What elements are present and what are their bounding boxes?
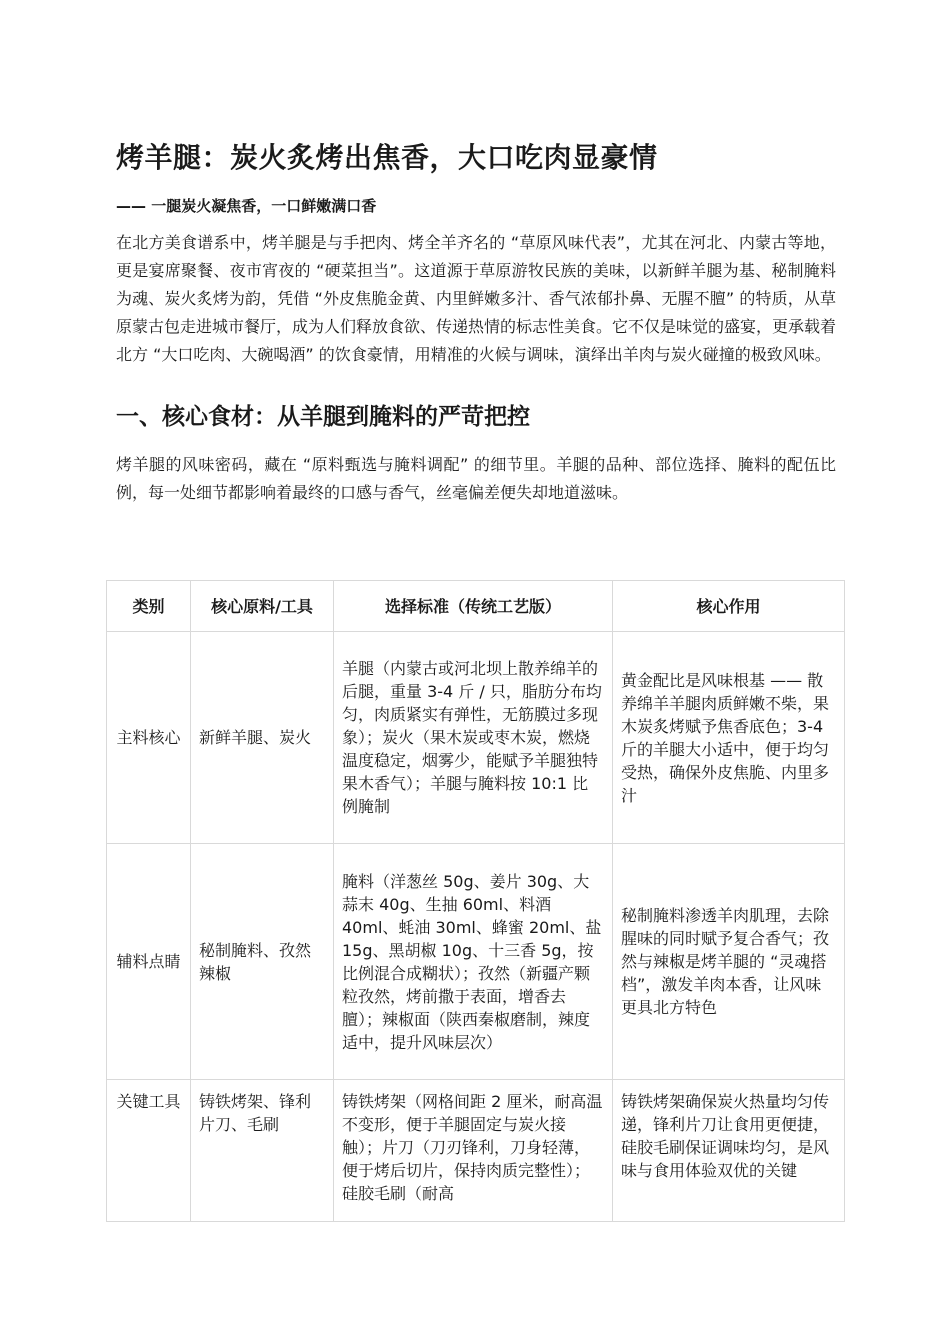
- table-row: [107, 632, 845, 844]
- page-subtitle: —— 一腿炭火凝焦香，一口鲜嫩满口香: [116, 197, 377, 216]
- table-cell-material: 新鲜羊腿、炭火: [191, 632, 334, 844]
- table-cell-standard: 腌料（洋葱丝 50g、姜片 30g、大蒜末 40g、生抽 60ml、料酒 40ml、蚝油 30ml、蜂蜜 20ml、盐 15g、黑胡椒 10g、十三香 5g，按比例混合成糊状）；孜然（新疆产颗粒孜然，烤前撒于表面，增香去膻）；辣椒面（陕西秦椒磨制，辣度适中，提升风味层次）: [334, 844, 613, 1080]
- intro-paragraph: 在北方美食谱系中，烤羊腿是与手把肉、烤全羊齐名的 “草原风味代表”，尤其在河北、内蒙古等地，更是宴席聚餐、夜市宵夜的 “硬菜担当”。这道源于草原游牧民族的美味，以新鲜羊腿为基、秘制腌料为魂、炭火炙烤为韵，凭借 “外皮焦脆金黄、内里鲜嫩多汁、香气浓郁扑鼻、无腥不膻” 的特质，从草原蒙古包走进城市餐厅，成为人们释放食欲、传递热情的标志性美食。它不仅是味觉的盛宴，更承载着北方 “大口吃肉、大碗喝酒” 的饮食豪情，用精准的火候与调味，演绎出羊肉与炭火碰撞的极致风味。: [116, 233, 837, 365]
- page-title: 烤羊腿：炭火炙烤出焦香，大口吃肉显豪情: [116, 141, 658, 174]
- table-cell-category: 辅料点睛: [107, 844, 191, 1080]
- table-cell-material: 铸铁烤架、锋利片刀、毛刷: [191, 1080, 334, 1222]
- table-cell-effect: 秘制腌料渗透羊肉肌理，去除腥味的同时赋予复合香气；孜然与辣椒是烤羊腿的 “灵魂搭档”，激发羊肉本香，让风味更具北方特色: [613, 844, 845, 1080]
- ingredients-table: [106, 580, 845, 1222]
- column-header: 核心原料/工具: [191, 581, 334, 632]
- section-paragraph: 烤羊腿的风味密码，藏在 “原料甄选与腌料调配” 的细节里。羊腿的品种、部位选择、腌料的配伍比例，每一处细节都影响着最终的口感与香气，丝毫偏差便失却地道滋味。: [116, 455, 836, 503]
- table-row: [107, 844, 845, 1080]
- table-cell-effect: 黄金配比是风味根基 —— 散养绵羊羊腿肉质鲜嫩不柴，果木炭炙烤赋予焦香底色；3-4 斤的羊腿大小适中，便于均匀受热，确保外皮焦脆、内里多汁: [613, 632, 845, 844]
- table-cell-category: 主料核心: [107, 632, 191, 844]
- table-cell-category: 关键工具: [107, 1080, 191, 1222]
- column-header: 选择标准（传统工艺版）: [334, 581, 613, 632]
- document-body: [116, 140, 836, 507]
- table-cell-standard: 铸铁烤架（网格间距 2 厘米，耐高温不变形，便于羊腿固定与炭火接触）；片刀（刀刃锋利，刀身轻薄，便于烤后切片，保持肉质完整性）；硅胶毛刷（耐高: [334, 1080, 613, 1222]
- table-row: [107, 1080, 845, 1222]
- table-header-row: [107, 581, 845, 632]
- section-heading: 一、核心食材：从羊腿到腌料的严苛把控: [116, 404, 530, 431]
- column-header: 类别: [107, 581, 191, 632]
- column-header: 核心作用: [613, 581, 845, 632]
- table-cell-standard: 羊腿（内蒙古或河北坝上散养绵羊的后腿，重量 3-4 斤 / 只，脂肪分布均匀，肉质紧实有弹性，无筋膜过多现象）；炭火（果木炭或枣木炭，燃烧温度稳定，烟雾少，能赋予羊腿独特果木香气）；羊腿与腌料按 10:1 比例腌制: [334, 632, 613, 844]
- ingredients-table-wrapper: [106, 580, 844, 1222]
- table-cell-effect: 铸铁烤架确保炭火热量均匀传递，锋利片刀让食用更便捷，硅胶毛刷保证调味均匀，是风味与食用体验双优的关键: [613, 1080, 845, 1222]
- table-cell-material: 秘制腌料、孜然辣椒: [191, 844, 334, 1080]
